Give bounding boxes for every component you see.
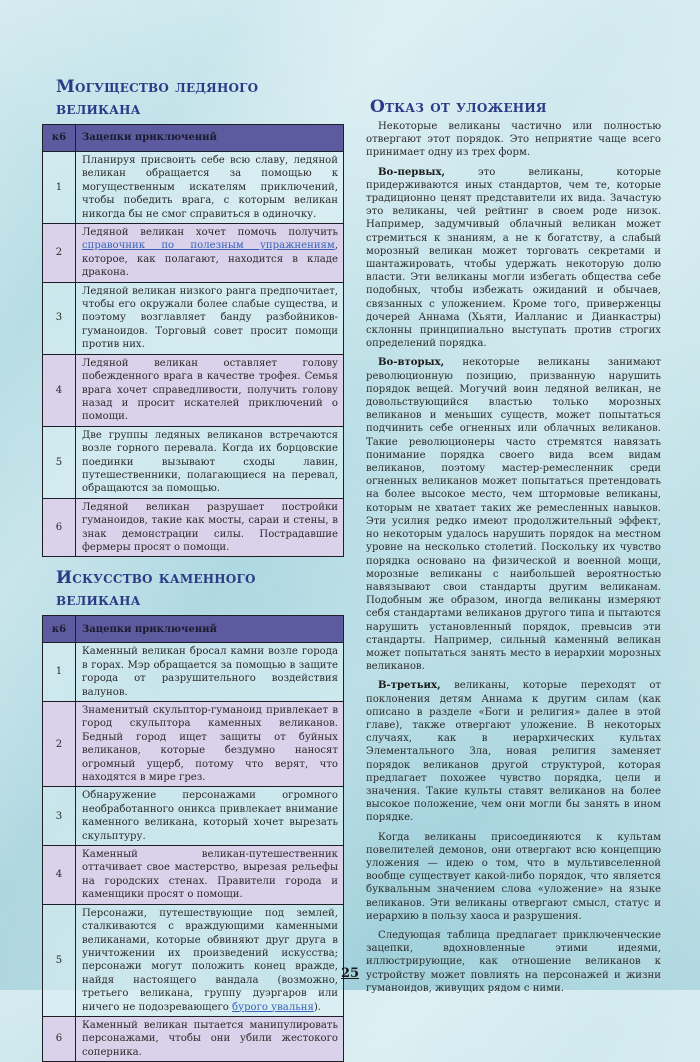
paragraph-text: это великаны, которые придерживаются иных стандартов, чем те, которые традиционно ценят представители их вида. Зачастую это великаны, чей рейтинг в своем роде низок. Например, задумчивый облачный великан может стремиться к знаниям, а не к богатству, а слабый морозный великан может торговать секретами и шантажировать, чтобы удержать некоторую долю власти. Эти великаны могли избегать общества себе подобных, чтобы избежать ожиданий и обычаев, связанных с уложением. Кроме того, приверженцы дочерей Аннама (Хьяти, Иалланис и Дианкастры) склонны принципиально выступать против строгих определений порядка. (366, 166, 661, 350)
die-roll: 6 (43, 498, 76, 557)
hook-text: Каменный великан пытается манипулировать персонажами, чтобы они убили жестокого соперника. (76, 1016, 344, 1061)
hook-text-pre: Персонажи, путешествующие под землей, сталкиваются с враждующими каменными великанами, которые обвиняют друг друга в уничтожении их произведений искусства; персонажи могут положить конец вражде, найдя настоящего вандала (возможно, третьего великана, группу дуэргаров или ничего не подозревающего (82, 907, 338, 1013)
paragraph (366, 679, 661, 824)
table-header-row (43, 125, 344, 152)
hook-text: Знаменитый скульптор-гуманоид привлекает в город скульптора каменных великанов. Бедный город ищет защиты от буйных великанов, которые бездумно наносят огромный ущерб, потому что верят, что находятся в мире грез. (76, 702, 344, 787)
die-roll: 4 (43, 846, 76, 905)
table-row (43, 354, 344, 426)
hook-text: Ледяной великан низкого ранга предпочитает, чтобы его окружали более слабые существа, и поэтому возглавляет банду разбойников-гуманоидов. Торговый совет просит помощи против них. (76, 282, 344, 354)
table-row (43, 787, 344, 846)
table-row (43, 904, 344, 1016)
paragraph (366, 120, 661, 160)
rejecting-order-title: Отказ от уложения (370, 97, 547, 117)
hook-text: Две группы ледяных великанов встречаются возле горного перевала. Когда их борцовские поединки вызывают сходы лавин, путешественники, полагающиеся на перевал, обращаются за помощью. (76, 426, 344, 498)
die-roll: 5 (43, 426, 76, 498)
table-row (43, 224, 344, 283)
paragraph-lead: Во-первых, (378, 166, 445, 178)
frost-giant-title: Могущество ледяного великана (56, 77, 259, 119)
hook-text: Ледяной великан разрушает постройки гуманоидов, такие как мосты, сараи и стены, в знак демонстрации силы. Пострадавшие фермеры просят о помощи. (76, 498, 344, 557)
paragraph-text: Следующая таблица предлагает приключенческие зацепки, вдохновленные этими идеями, иллюстрирующие, как отношение великанов к устройству может повлиять на персонажей и жизни гуманоидов, живущих рядом с ними. (366, 929, 661, 994)
table-row (43, 152, 344, 224)
hook-text-post: , которое, как полагают, находится в кладе дракона. (82, 240, 338, 279)
table-header-row (43, 616, 344, 643)
hook-text: Каменный великан бросал камни возле города в горах. Мэр обращается за помощью в защите города от разрушительного воздействия валунов. (76, 643, 344, 702)
paragraph-lead: Во-вторых, (378, 357, 445, 369)
hook-text-pre: Ледяной великан хочет помочь получить (82, 227, 338, 239)
hook-text-post: ). (313, 1001, 321, 1013)
table-row (43, 1016, 344, 1061)
paragraph (366, 166, 661, 351)
hook-text: Каменный великан-путешественник оттачивает свое мастерство, вырезая рельефы на городских стенах. Правители города и каменщики просят о помощи. (76, 846, 344, 905)
paragraph (366, 929, 661, 995)
table-row (43, 282, 344, 354)
right-column (366, 96, 661, 1001)
table-row (43, 498, 344, 557)
die-roll: 4 (43, 354, 76, 426)
table-row (43, 846, 344, 905)
table-row (43, 643, 344, 702)
stone-giant-hooks-table (42, 615, 344, 1062)
hook-text: Планируя присвоить себе всю славу, ледяной великан обращается за помощью к могущественным искателям приключений, чтобы победить врага, с которым великан никогда бы не смог справиться в одиночку. (76, 152, 344, 224)
die-roll: 1 (43, 152, 76, 224)
paragraph-text: великаны, которые переходят от поклонения детям Аннама к другим силам (как описано в разделе «Боги и религия» далее в этой главе), также отвергают уложение. В некоторых случаях, как в иерархических культах Элементального Зла, новая религия заменяет порядок великанов другой структурой, которая предлагает похожее чувство порядка, цели и значения. Такие культы ставят великанов на более высокое положение, чем они могли бы занять в ином порядке. (366, 680, 661, 824)
hook-text: Обнаружение персонажами огромного необработанного оникса привлекает внимание каменного великана, который хочет вырезать скульптуру. (76, 787, 344, 846)
table-row (43, 426, 344, 498)
paragraph (366, 831, 661, 923)
die-roll: 3 (43, 787, 76, 846)
paragraph-lead: В-третьих, (378, 680, 441, 692)
hook-text (76, 904, 344, 1016)
paragraph-text: Некоторые великаны частично или полностью отвергают этот порядок. Это неприятие чаще всего принимает одну из трех форм. (366, 121, 661, 159)
hooks-column-header: Зацепки приключений (76, 616, 344, 643)
die-column-header: к6 (43, 616, 76, 643)
exercise-handbook-link[interactable]: справочник по полезным упражнениям (82, 240, 335, 252)
table-row (43, 702, 344, 787)
die-roll: 2 (43, 224, 76, 283)
stone-giant-title: Искусство каменного великана (56, 568, 256, 611)
frost-giant-hooks-table (42, 124, 344, 557)
die-column-header: к6 (43, 125, 76, 152)
die-roll: 5 (43, 904, 76, 1016)
left-column (42, 76, 344, 1062)
hooks-column-header: Зацепки приключений (76, 125, 344, 152)
die-roll: 3 (43, 282, 76, 354)
paragraph (366, 356, 661, 673)
die-roll: 6 (43, 1016, 76, 1061)
die-roll: 2 (43, 702, 76, 787)
hook-text: Ледяной великан оставляет голову побежденного врага в качестве трофея. Семья врага хочет справедливости, получить голову назад и просит искателей приключений о помощи. (76, 354, 344, 426)
page-number: 25 (340, 966, 360, 981)
paragraph-text: Когда великаны присоединяются к культам повелителей демонов, они отвергают всю концепцию уложения — идею о том, что в мультивселенной вообще существует какой-либо порядок, что является буквальным значением слова «уложение» на языке великанов. Эти великаны отвергают смысл, статус и иерархию в пользу хаоса и разрушения. (366, 831, 661, 922)
die-roll: 1 (43, 643, 76, 702)
umber-hulk-link[interactable]: бурого увальня (232, 1001, 314, 1013)
paragraph-text: некоторые великаны занимают революционную позицию, призванную нарушить порядок вещей. Могучий воин ледяной великан, не довольствующийся властью только морозных великанов и меньших существ, может попытаться подчинить себе огненных или облачных великанов. Такие революционеры часто стремятся навязать понимание порядка своего вида всем видам великанов, поэтому мастер-ремесленник среди огненных великанов может попытаться претендовать на более высокое место, чем штормовые великаны, которым не хватает таких же ремесленных навыков. Эти усилия редко имеют продолжительный эффект, но некоторым удалось нарушить порядок на местном уровне на несколько столетий. Поскольку их чувство порядка основано на физической и военной мощи, морозные великаны с наибольшей вероятностью навязывают свои стандарты другим великанам. Подобным же образом, иногда великаны измеряют себя стандартами великанов другого типа и пытаются нарушить установленный порядок, превысив эти стандарты. Например, сильный каменный великан может попытаться занять место в иерархии морозных великанов. (366, 357, 661, 673)
hook-text (76, 224, 344, 283)
